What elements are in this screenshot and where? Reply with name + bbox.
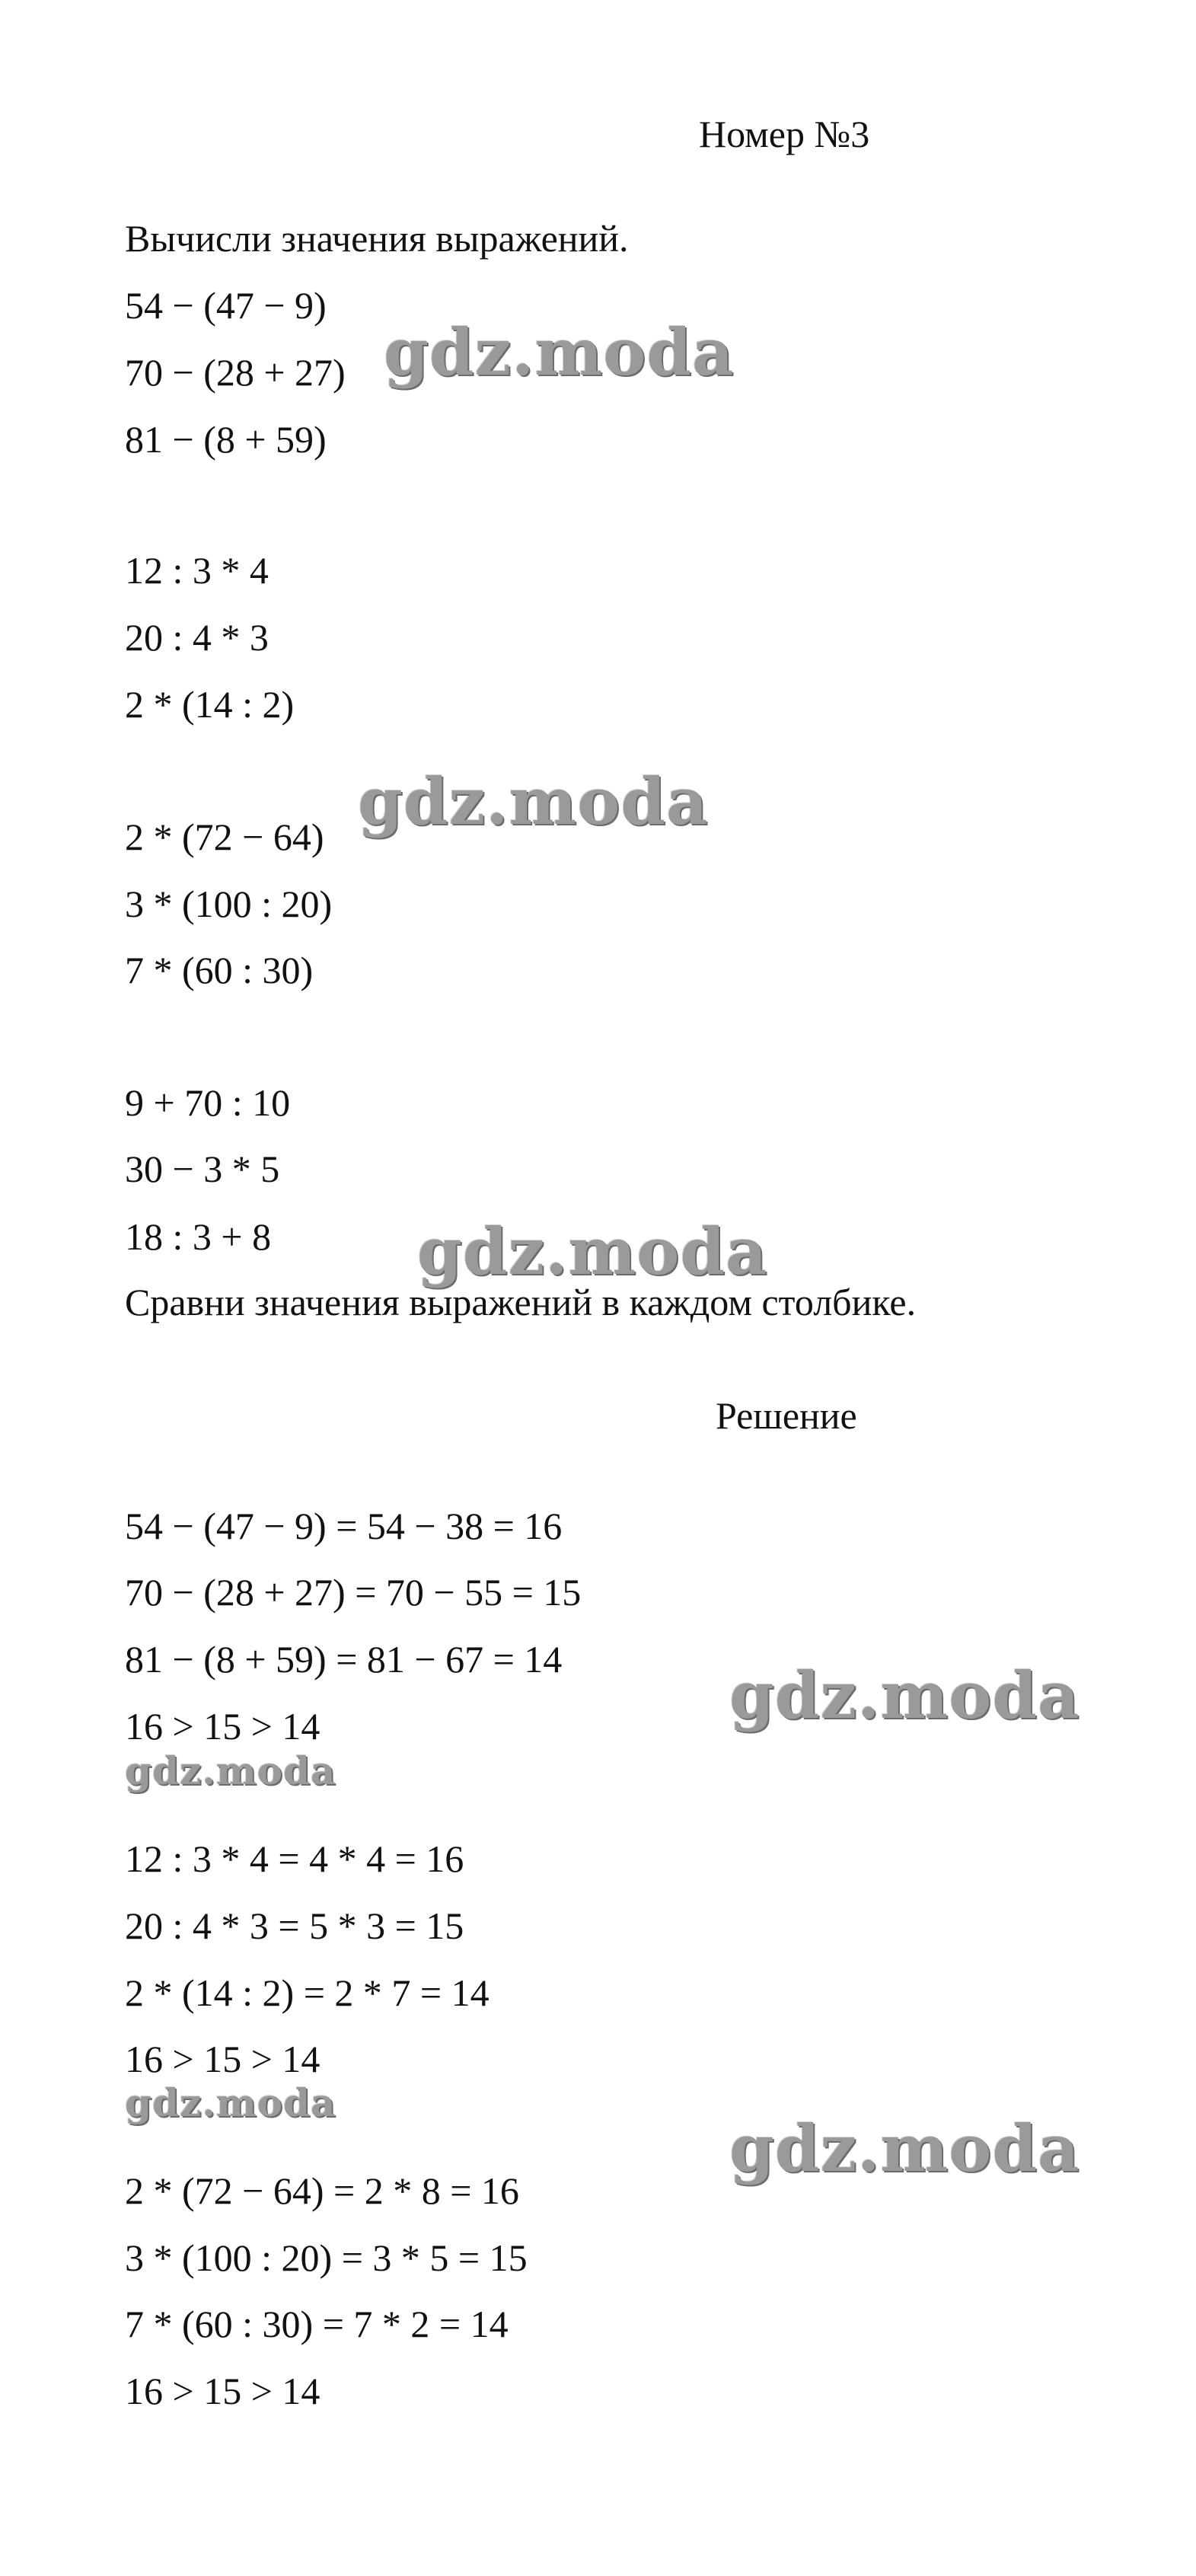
solution-line: 70 − (28 + 27) = 70 − 55 = 15 xyxy=(125,1571,582,1614)
watermark: gdz.moda xyxy=(125,1748,336,1793)
task-expression: 9 + 70 : 10 xyxy=(125,1081,291,1124)
task-expression: 18 : 3 + 8 xyxy=(125,1215,272,1258)
task-expression: 3 * (100 : 20) xyxy=(125,883,333,925)
solution-line: 3 * (100 : 20) = 3 * 5 = 15 xyxy=(125,2236,528,2279)
solution-comparison: 16 > 15 > 14 xyxy=(125,2370,321,2412)
task-expression: 70 − (28 + 27) xyxy=(125,351,346,394)
watermark: gdz.moda xyxy=(417,1214,768,1289)
watermark: gdz.moda xyxy=(125,2080,336,2125)
solution-line: 2 * (72 − 64) = 2 * 8 = 16 xyxy=(125,2169,519,2212)
task-expression: 54 − (47 − 9) xyxy=(125,284,327,327)
solution-comparison: 16 > 15 > 14 xyxy=(125,1705,321,1748)
watermark: gdz.moda xyxy=(384,314,735,390)
solution-line: 20 : 4 * 3 = 5 * 3 = 15 xyxy=(125,1904,464,1947)
solution-line: 2 * (14 : 2) = 2 * 7 = 14 xyxy=(125,1971,490,2014)
solution-line: 81 − (8 + 59) = 81 − 67 = 14 xyxy=(125,1638,563,1681)
task-expression: 2 * (14 : 2) xyxy=(125,683,295,726)
solution-line: 12 : 3 * 4 = 4 * 4 = 16 xyxy=(125,1837,464,1880)
task-expression: 2 * (72 − 64) xyxy=(125,816,324,858)
task-expression: 81 − (8 + 59) xyxy=(125,418,327,461)
task-expression: 7 * (60 : 30) xyxy=(125,949,314,991)
solution-line: 7 * (60 : 30) = 7 * 2 = 14 xyxy=(125,2303,509,2345)
solution-title: Решение xyxy=(716,1394,857,1437)
watermark: gdz.moda xyxy=(729,2111,1080,2186)
task-expression: 12 : 3 * 4 xyxy=(125,549,269,592)
page-title: Номер №3 xyxy=(699,113,870,155)
task-expression: 20 : 4 * 3 xyxy=(125,616,269,659)
task-expression: 30 − 3 * 5 xyxy=(125,1148,280,1190)
task-instruction: Вычисли значения выражений. xyxy=(125,217,629,260)
watermark: gdz.moda xyxy=(729,1658,1080,1733)
solution-comparison: 16 > 15 > 14 xyxy=(125,2038,321,2080)
watermark: gdz.moda xyxy=(358,764,709,839)
task-compare: Сравни значения выражений в каждом столбике. xyxy=(125,1281,917,1323)
solution-line: 54 − (47 − 9) = 54 − 38 = 16 xyxy=(125,1505,563,1547)
